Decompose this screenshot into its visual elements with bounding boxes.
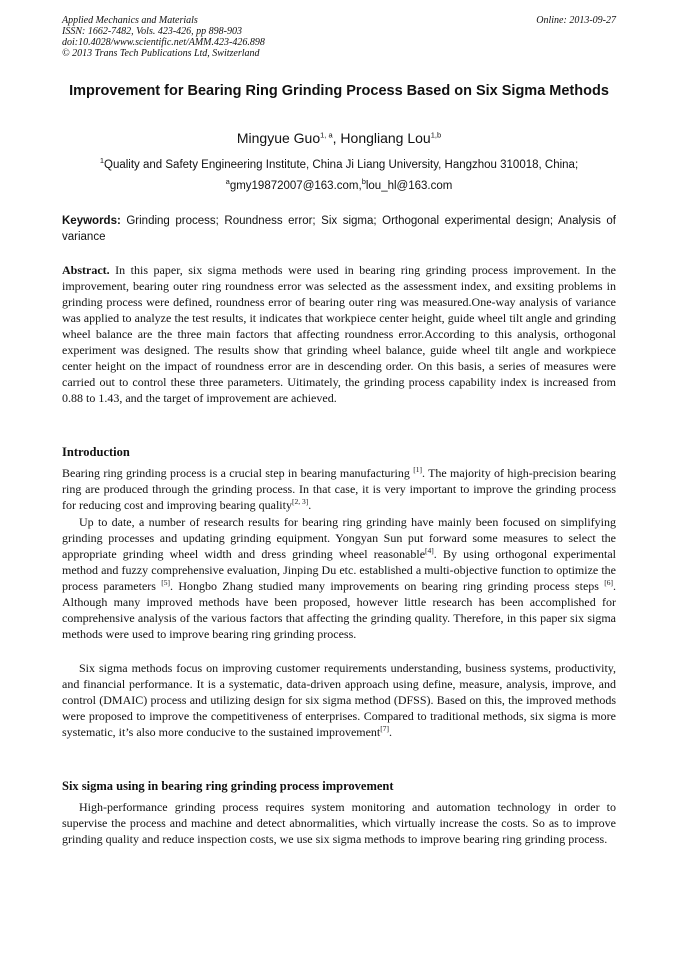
citation-4[interactable]: [4] <box>425 546 434 555</box>
abstract <box>62 262 616 406</box>
intro-p1-text-2: . The majority of high-precision bearing ring are produced through the grinding process. In that case, it is very important to improve the grinding process for reducing cost and improving bearing quality <box>62 466 616 512</box>
paper-title: Improvement for Bearing Ring Grinding Process Based on Six Sigma Methods <box>69 83 609 99</box>
citation-7[interactable]: [7] <box>380 724 390 733</box>
intro-p1-text-3: . <box>308 498 312 512</box>
author-1: Mingyue Guo <box>236 130 321 146</box>
abstract-label: Abstract. <box>62 263 110 277</box>
email-b-mark: b <box>361 177 366 187</box>
abstract-text: In this paper, six sigma methods were used in bearing ring grinding process improvement. In the improvement, bearing outer ring roundness error was selected as the assessment index, and exsiting problems in grinding process were defined, roundness error of bearing outer ring was measured.One-way analysis of variance was applied to analyze the test results, it indicates that workpiece center height, guide wheel tilt angle and grinding wheel balance are the three main factors that affecting roundness error.According to this analysis, orthogonal experiment was designed. The results show that grinding wheel balance, guide wheel tilt angle and workpiece center height on the impact of roundness error are in descending order. On this basis, a series of measures were carried out to control these three parameters. Uitimately, the grinding process capability index is increased from 0.88 to 1.43, and the target of improvement are achieved. <box>62 263 616 405</box>
journal-header <box>62 15 616 59</box>
keywords-text: Grinding process; Roundness error; Six sigma; Orthogonal experimental design; Analysis of variance <box>62 215 616 243</box>
author-line <box>62 129 616 147</box>
intro-p2-text-4: . Although many improved methods have been proposed, however little research has been accomplished for comprehensive analysis of the various factors that affecting the grinding quality. Therefore, in this paper six sigma methods were used to improve bearing ring grinding process. <box>62 579 617 641</box>
intro-p2-text-2: . By using orthogonal experimental method and fuzzy comprehensive evaluation, Jinping Du etc. established a multi-objective function to optimize the process parameters <box>62 547 616 593</box>
issn-line: ISSN: 1662-7482, Vols. 423-426, pp 898-903 <box>62 26 242 37</box>
section-2-heading: Six sigma using in bearing ring grinding process improvement <box>62 779 394 793</box>
intro-p2-text-1: Up to date, a number of research results for bearing ring grinding have mainly been focused on simplifying grinding processes and updating grinding equipment. Yongyan Sun put forward some measures to select the appropriate grinding wheel width and dress grinding wheel reasonable <box>62 515 616 561</box>
affiliation <box>62 157 616 173</box>
citation-6[interactable]: [6] <box>604 578 614 587</box>
journal-name: Applied Mechanics and Materials <box>62 15 198 26</box>
intro-p2-text-3: . Hongbo Zhang studied many improvements on bearing ring grinding process steps <box>170 579 605 593</box>
section-2-paragraph-1: High-performance grinding process requires system monitoring and automation technology in order to supervise the process and machine and detect abnormalities, which virtually increase the costs. So as to improve grinding quality and reduce inspection costs, we use six sigma methods to improve bearing ring grinding process. <box>62 800 616 846</box>
intro-paragraph-3 <box>62 660 616 740</box>
email-line <box>62 178 616 194</box>
author-2-affiliation-mark: 1,b <box>430 130 442 140</box>
email-a-mark: a <box>225 177 230 187</box>
intro-paragraph-1 <box>62 465 616 513</box>
citation-5[interactable]: [5] <box>161 578 171 587</box>
copyright-line: © 2013 Trans Tech Publications Ltd, Switzerland <box>62 48 260 59</box>
intro-paragraph-2 <box>62 514 616 642</box>
author-separator: , <box>332 130 341 146</box>
author-2: Hongliang Lou <box>340 130 431 146</box>
introduction-heading: Introduction <box>62 445 130 459</box>
online-date: Online: 2013-09-27 <box>536 15 616 26</box>
citation-1[interactable]: [1] <box>413 465 422 474</box>
intro-p1-text-1: Bearing ring grinding process is a crucial step in bearing manufacturing <box>62 466 414 480</box>
affiliation-mark: 1 <box>99 156 105 166</box>
doi-line[interactable]: doi:10.4028/www.scientific.net/AMM.423-426.898 <box>62 37 265 48</box>
citation-2-3[interactable]: [2, 3] <box>291 497 309 506</box>
intro-p3-text-1: Six sigma methods focus on improving customer requirements understanding, business systems, productivity, and financial performance. It is a systematic, data-driven approach using define, measure, analysis, improve, and control (DMAIC) process and utilizing design for six sigma method (DFSS). Based on this, the improved methods were proposed to improve the competitiveness of enterprises. Compared to traditional methods, six sigma is more systematic, it’s also more conducive to the sustained improvement <box>62 661 616 739</box>
email-a[interactable]: gmy19872007@163.com, <box>229 180 362 192</box>
affiliation-text: Quality and Safety Engineering Institute, China Ji Liang University, Hangzhou 310018, China; <box>104 159 579 171</box>
email-b[interactable]: lou_hl@163.com <box>365 180 453 192</box>
keywords <box>62 213 616 245</box>
author-1-affiliation-mark: 1, a <box>320 130 333 140</box>
intro-p3-text-2: . <box>389 725 393 739</box>
keywords-label: Keywords: <box>62 215 121 227</box>
